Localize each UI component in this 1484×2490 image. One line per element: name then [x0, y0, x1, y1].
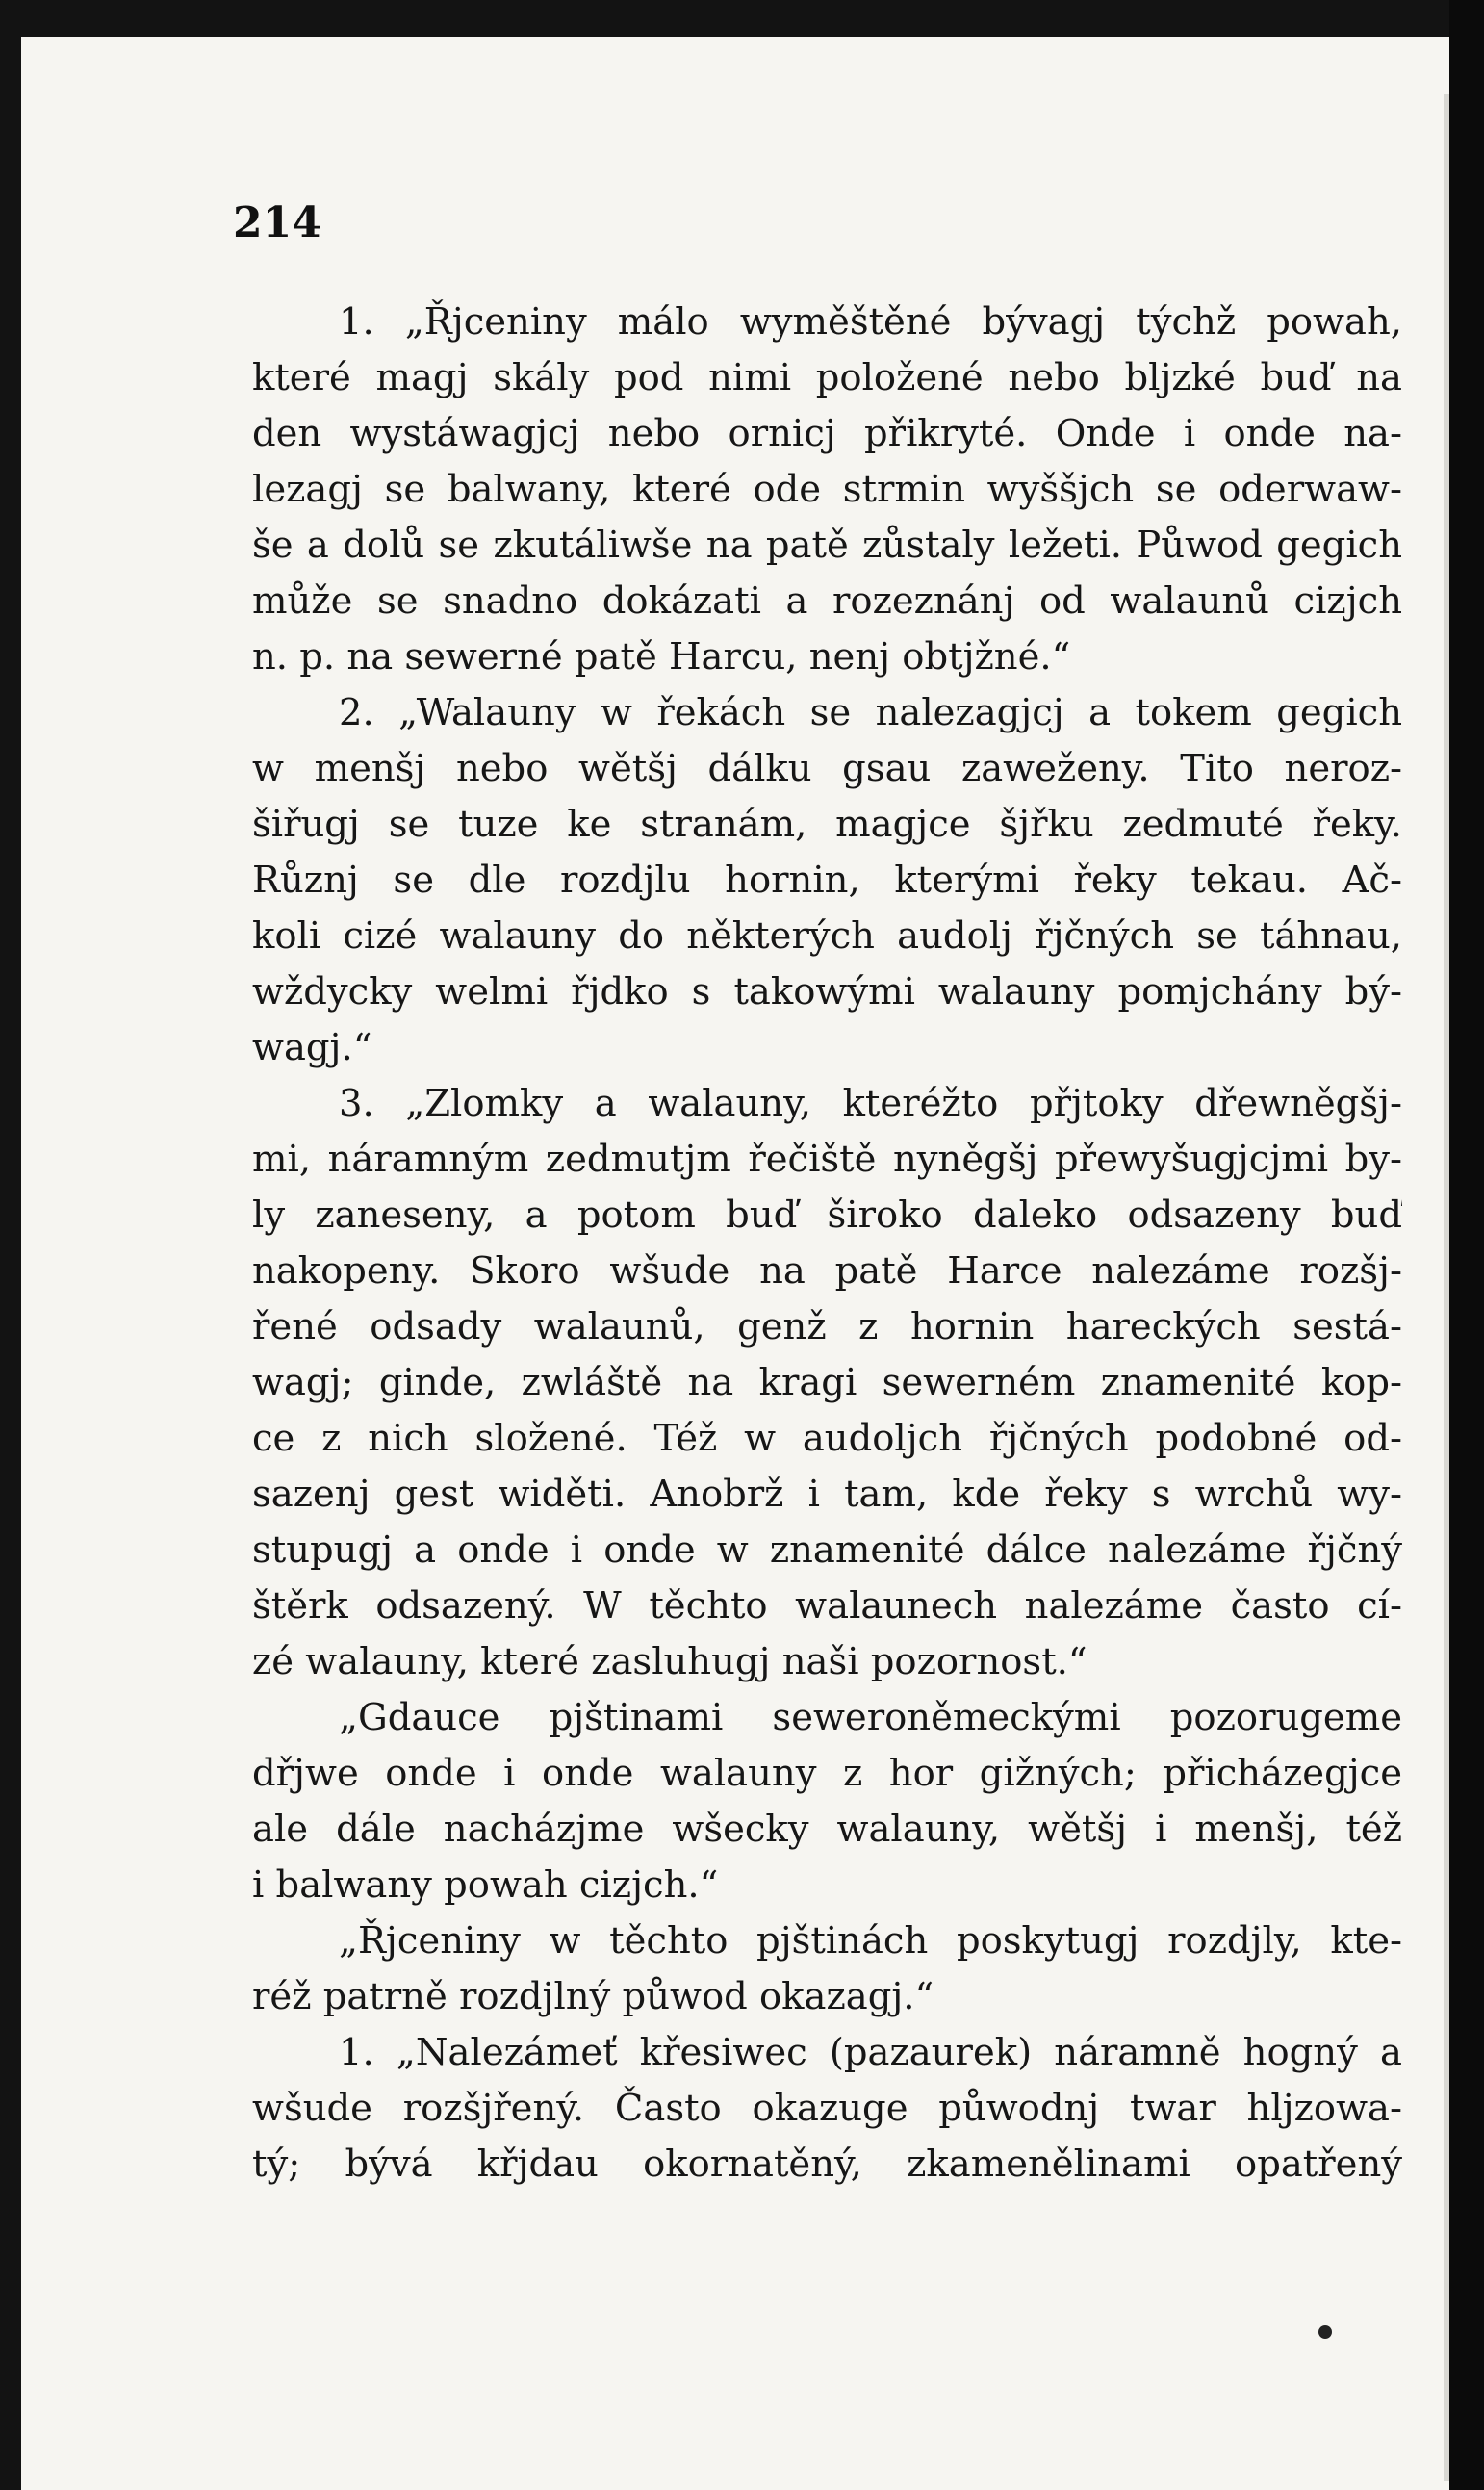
text-line: den wystáwagjcj nebo ornicj přikryté. Onde i onde na- — [252, 412, 1402, 455]
text-line: „Gdauce pjštinami seweroněmeckými pozorugeme — [339, 1696, 1402, 1739]
text-line: sazenj gest widěti. Anobrž i tam, kde řeky s wrchů wy- — [252, 1473, 1402, 1516]
text-line: stupugj a onde i onde w znamenité dálce nalezáme řjčný — [252, 1528, 1402, 1572]
book-page — [21, 37, 1449, 2490]
page-number: 214 — [233, 198, 321, 247]
text-line: ale dále nacházjme wšecky walauny, wětšj i menšj, též — [252, 1808, 1402, 1851]
text-line: které magj skály pod nimi položené nebo bljzké buď na — [252, 356, 1402, 399]
ink-speck — [1318, 2325, 1332, 2339]
text-line: 3. „Zlomky a walauny, kteréžto přjtoky dřewněgšj- — [339, 1082, 1402, 1125]
page-edge-shadow — [1444, 94, 1449, 2481]
text-line: lezagj se balwany, které ode strmin wyššjch se oderwaw- — [252, 468, 1402, 511]
body-text — [252, 295, 1402, 2193]
text-line: šiřugj se tuze ke stranám, magjce šjřku zedmuté řeky. — [252, 803, 1402, 846]
text-line: 1. „Řjceniny málo wyměštěné bývagj týchž powah, — [339, 300, 1402, 344]
text-line: koli cizé walauny do některých audolj řjčných se táhnau, — [252, 914, 1402, 958]
text-line: 1. „Nalezámeť křesiwec (pazaurek) náramně hogný a — [339, 2031, 1402, 2074]
text-line: zé walauny, které zasluhugj naši pozornost.“ — [252, 1640, 1087, 1683]
text-line: wagj; ginde, zwláště na kragi sewerném znamenité kop- — [252, 1361, 1402, 1404]
text-line: i balwany powah cizjch.“ — [252, 1863, 719, 1907]
text-line: w menšj nebo wětšj dálku gsau zaweženy. Tito neroz- — [252, 747, 1402, 790]
text-line: nakopeny. Skoro wšude na patě Harce nalezáme rozšj- — [252, 1249, 1402, 1293]
text-line: réž patrně rozdjlný půwod okazagj.“ — [252, 1975, 934, 2018]
text-line: „Řjceniny w těchto pjštinách poskytugj rozdjly, kte- — [339, 1919, 1402, 1963]
text-line: wždycky welmi řjdko s takowými walauny pomjchány bý- — [252, 970, 1402, 1014]
text-line: n. p. na sewerné patě Harcu, nenj obtjžné.“ — [252, 635, 1071, 679]
text-line: štěrk odsazený. W těchto walaunech nalezáme často cí- — [252, 1584, 1402, 1628]
text-line: ly zaneseny, a potom buď široko daleko odsazeny buď — [252, 1194, 1402, 1237]
text-line: wšude rozšjřený. Často okazuge půwodnj twar hljzowa- — [252, 2087, 1402, 2130]
text-line: ce z nich složené. Též w audoljch řjčných podobné od- — [252, 1417, 1402, 1460]
scan-background-strip — [1449, 0, 1484, 2490]
text-line: wagj.“ — [252, 1026, 372, 1069]
text-line: Různj se dle rozdjlu hornin, kterými řeky tekau. Ač- — [252, 859, 1402, 902]
text-line: může se snadno dokázati a rozeznánj od walaunů cizjch — [252, 579, 1402, 623]
text-line: řené odsady walaunů, genž z hornin hareckých sestá- — [252, 1305, 1402, 1348]
text-line: dřjwe onde i onde walauny z hor gižných; přicházegjce — [252, 1752, 1402, 1795]
text-line: še a dolů se zkutáliwše na patě zůstaly ležeti. Půwod gegich — [252, 524, 1402, 567]
text-line: mi, náramným zedmutjm řečiště nyněgšj přewyšugjcjmi by- — [252, 1138, 1402, 1181]
text-line: tý; bývá křjdau okornatěný, zkamenělinami opatřený — [252, 2143, 1402, 2186]
text-line: 2. „Walauny w řekách se nalezagjcj a tokem gegich — [339, 691, 1402, 734]
